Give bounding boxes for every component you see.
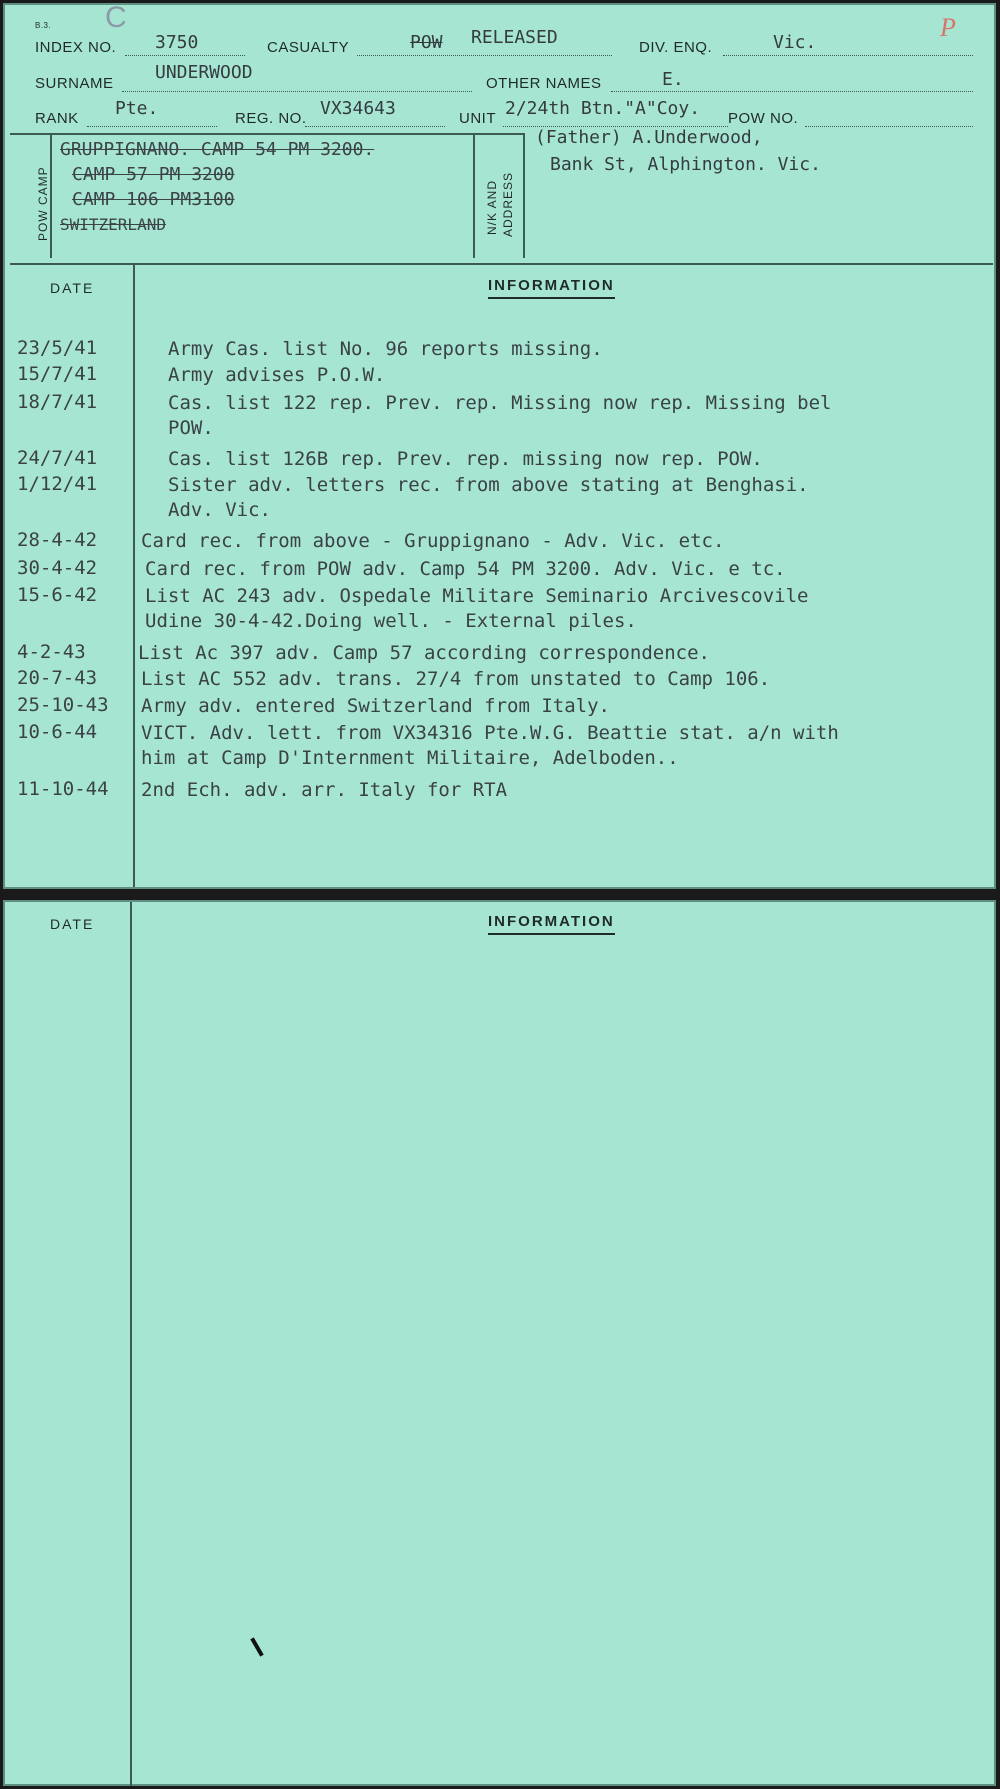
entry-date: 10-6-44 — [17, 721, 98, 743]
other-names-label: OTHER NAMES — [486, 75, 602, 92]
entry-date: 25-10-43 — [17, 694, 109, 716]
pow-box-top — [10, 133, 525, 135]
entry-date: 4-2-43 — [17, 641, 86, 663]
entry-text-line: Cas. list 122 rep. Prev. rep. Missing now rep. Missing bel — [168, 392, 832, 414]
casualty-line — [357, 55, 612, 56]
entry-date: 1/12/41 — [17, 473, 98, 495]
corner-mark-right: P — [940, 13, 956, 42]
casualty-struck-value: POW — [410, 32, 443, 53]
surname-value: UNDERWOOD — [155, 62, 253, 83]
pow-camp-4: SWITZERLAND — [60, 215, 166, 234]
entry-text-line: Udine 30-4-42.Doing well. - External piles. — [145, 610, 637, 632]
corner-mark: C — [105, 1, 127, 34]
entry-text-line: 2nd Ech. adv. arr. Italy for RTA — [141, 779, 508, 801]
entry-text-line: Card rec. from POW adv. Camp 54 PM 3200. Adv. Vic. e tc. — [145, 558, 786, 580]
date-column-divider — [133, 265, 135, 887]
entry-text-line: Adv. Vic. — [168, 499, 271, 521]
entry-text-line: List AC 552 adv. trans. 27/4 from unstated to Camp 106. — [141, 668, 771, 690]
entry-date: 15/7/41 — [17, 363, 98, 385]
nk-address-label-1: N/K AND — [485, 179, 499, 235]
entry-text-line: Army advises P.O.W. — [168, 364, 386, 386]
index-card-front — [3, 3, 996, 889]
nk-box-divider — [523, 133, 525, 258]
date-header: DATE — [50, 280, 95, 296]
rank-label: RANK — [35, 110, 79, 127]
form-code: B.3. — [35, 21, 52, 30]
entry-date: 24/7/41 — [17, 447, 98, 469]
ink-mark — [250, 1637, 263, 1656]
pow-camp-1: GRUPPIGNANO. CAMP 54 PM 3200. — [60, 139, 375, 160]
entry-date: 30-4-42 — [17, 557, 98, 579]
information-header: INFORMATION — [488, 277, 615, 299]
entry-text-line: Sister adv. letters rec. from above stating at Benghasi. — [168, 474, 809, 496]
entry-text-line: VICT. Adv. lett. from VX34316 Pte.W.G. Beattie stat. a/n with — [141, 722, 839, 744]
index-card-back — [3, 900, 996, 1786]
reg-no-line — [305, 126, 445, 127]
div-enq-value: Vic. — [773, 32, 817, 53]
entry-text-line: Cas. list 126B rep. Prev. rep. missing now rep. POW. — [168, 448, 763, 470]
pow-box-divider — [50, 133, 52, 258]
unit-label: UNIT — [459, 110, 496, 127]
date-column-divider-back — [130, 902, 132, 1786]
reg-no-label: REG. NO. — [235, 110, 307, 127]
entry-date: 11-10-44 — [17, 778, 109, 800]
index-no-line — [125, 55, 245, 56]
unit-value: 2/24th Btn."A"Coy. — [505, 98, 701, 119]
pow-camp-label: POW CAMP — [36, 166, 50, 241]
pow-camp-3: CAMP 106 PM3100 — [72, 189, 235, 210]
surname-label: SURNAME — [35, 75, 114, 92]
date-header-back: DATE — [50, 916, 95, 932]
entry-date: 23/5/41 — [17, 337, 98, 359]
div-enq-label: DIV. ENQ. — [639, 39, 713, 56]
nk-address-label-2: ADDRESS — [501, 171, 515, 237]
entry-text-line: him at Camp D'Internment Militaire, Adelboden.. — [141, 747, 679, 769]
rank-value: Pte. — [115, 98, 159, 119]
nk-address-line-1: (Father) A.Underwood, — [535, 127, 763, 148]
pow-camp-2: CAMP 57 PM 3200 — [72, 164, 235, 185]
rank-line — [87, 126, 217, 127]
casualty-label: CASUALTY — [267, 39, 350, 56]
reg-no-value: VX34643 — [320, 98, 396, 119]
index-no-value: 3750 — [155, 32, 199, 53]
other-names-line — [611, 91, 973, 92]
entry-date: 15-6-42 — [17, 584, 98, 606]
pow-no-label: POW NO. — [728, 110, 799, 127]
index-no-label: INDEX NO. — [35, 39, 117, 56]
entry-date: 18/7/41 — [17, 391, 98, 413]
entry-text-line: List Ac 397 adv. Camp 57 according correspondence. — [138, 642, 710, 664]
pow-no-line — [805, 126, 973, 127]
casualty-value: RELEASED — [471, 27, 558, 48]
div-enq-line — [723, 55, 973, 56]
surname-line — [122, 91, 472, 92]
nk-address-line-2: Bank St, Alphington. Vic. — [550, 154, 821, 175]
entry-text-line: Army Cas. list No. 96 reports missing. — [168, 338, 603, 360]
entry-text-line: Card rec. from above - Gruppignano - Adv. Vic. etc. — [141, 530, 725, 552]
entry-date: 20-7-43 — [17, 667, 98, 689]
pow-box-right — [473, 133, 475, 258]
other-names-value: E. — [662, 69, 684, 90]
entry-text-line: Army adv. entered Switzerland from Italy. — [141, 695, 610, 717]
table-top-rule — [10, 263, 993, 265]
information-header-back: INFORMATION — [488, 913, 615, 935]
entry-date: 28-4-42 — [17, 529, 98, 551]
entry-text-line: POW. — [168, 417, 214, 439]
entry-text-line: List AC 243 adv. Ospedale Militare Seminario Arcivescovile — [145, 585, 809, 607]
